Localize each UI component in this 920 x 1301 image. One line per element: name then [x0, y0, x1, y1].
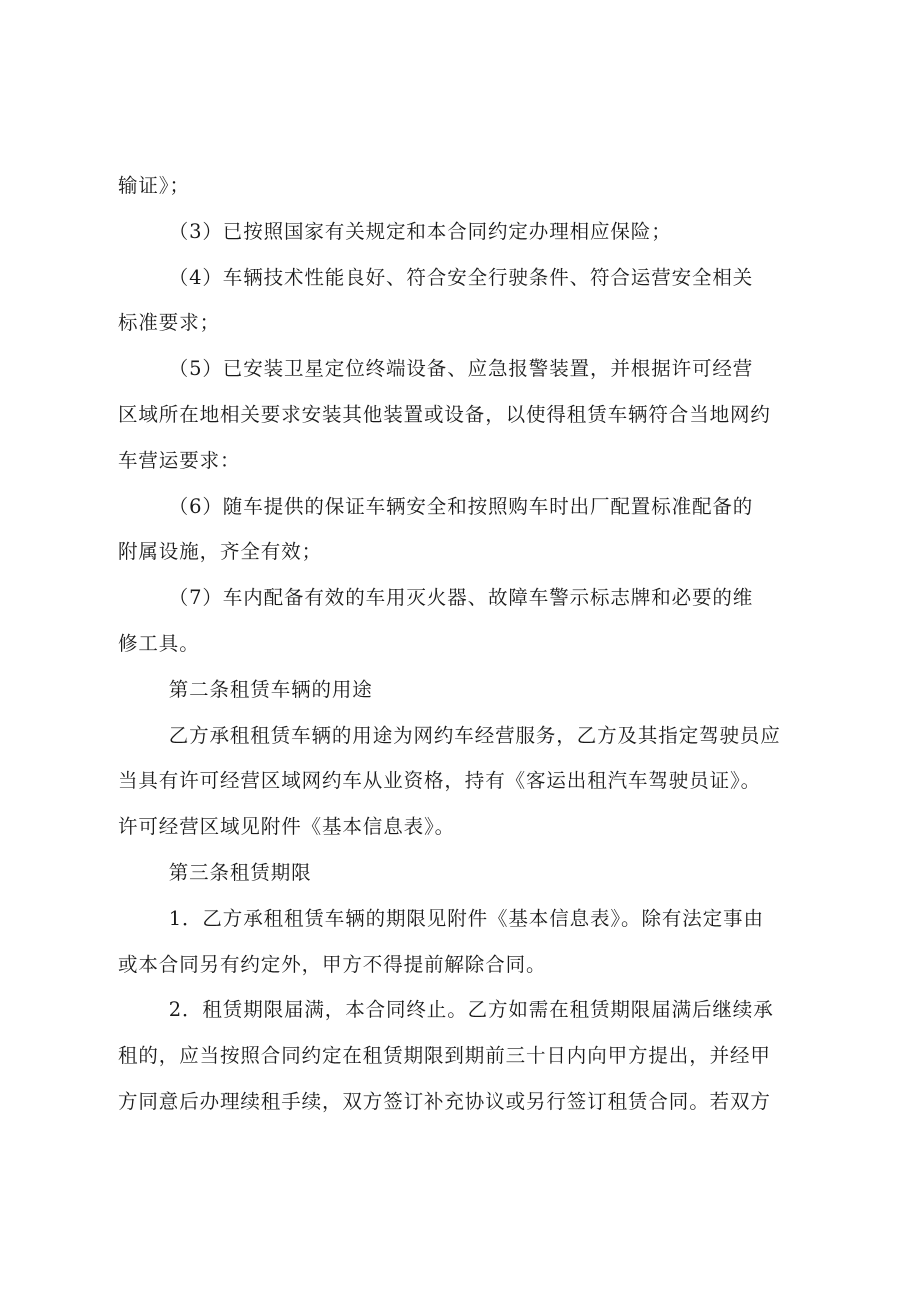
paragraph-line: 许可经营区域见附件《基本信息表》。 [118, 815, 456, 839]
paragraph-line: （3）已按照国家有关规定和本合同约定办理相应保险； [168, 219, 672, 243]
paragraph-line: 租的，应当按照合同约定在租赁期限到期前三十日内向甲方提出，并经甲 [118, 1044, 771, 1068]
paragraph-p2 [118, 255, 818, 347]
paragraph-p6 [118, 667, 818, 713]
paragraph-line: 标准要求； [118, 311, 221, 335]
paragraph-line: （4）车辆技术性能良好、符合安全行驶条件、符合运营安全相关 [168, 265, 754, 289]
document-body [118, 163, 818, 1125]
paragraph-line: （6）随车提供的保证车辆安全和按照购车时出厂配置标准配备的 [168, 494, 754, 518]
paragraph-line: 当具有许可经营区域网约车从业资格，持有《客运出租汽车驾驶员证》。 [118, 769, 762, 793]
paragraph-line: 2．租赁期限届满，本合同终止。乙方如需在租赁期限届满后继续承 [168, 998, 774, 1022]
paragraph-line: （5）已安装卫星定位终端设备、应急报警装置，并根据许可经营 [168, 357, 754, 381]
paragraph-line: 1．乙方承租租赁车辆的期限见附件《基本信息表》。除有法定事由 [168, 906, 764, 930]
paragraph-line: 乙方承租租赁车辆的用途为网约车经营服务，乙方及其指定驾驶员应 [168, 723, 781, 747]
paragraph-p5 [118, 575, 818, 667]
paragraph-line: （7）车内配备有效的车用灭火器、故障车警示标志牌和必要的维 [168, 586, 754, 610]
paragraph-line: 附属设施，齐全有效； [118, 540, 323, 564]
paragraph-line: 或本合同另有约定外，甲方不得提前解除合同。 [118, 952, 547, 976]
paragraph-p0 [118, 163, 818, 209]
paragraph-line: 第三条租赁期限 [168, 860, 312, 884]
paragraph-p3 [118, 346, 818, 483]
paragraph-p8 [118, 850, 818, 896]
paragraph-line: 修工具。 [118, 631, 200, 655]
paragraph-p10 [118, 987, 818, 1124]
paragraph-p7 [118, 713, 818, 850]
paragraph-line: 区域所在地相关要求安装其他装置或设备，以使得租赁车辆符合当地网约 [118, 402, 771, 426]
paragraph-line: 输证》； [118, 174, 190, 197]
paragraph-p9 [118, 896, 818, 988]
paragraph-line: 方同意后办理续租手续，双方签订补充协议或另行签订租赁合同。若双方 [118, 1089, 771, 1113]
paragraph-p1 [118, 209, 818, 255]
paragraph-line: 第二条租赁车辆的用途 [168, 677, 373, 701]
paragraph-p4 [118, 484, 818, 576]
paragraph-line: 车营运要求： [118, 448, 241, 472]
